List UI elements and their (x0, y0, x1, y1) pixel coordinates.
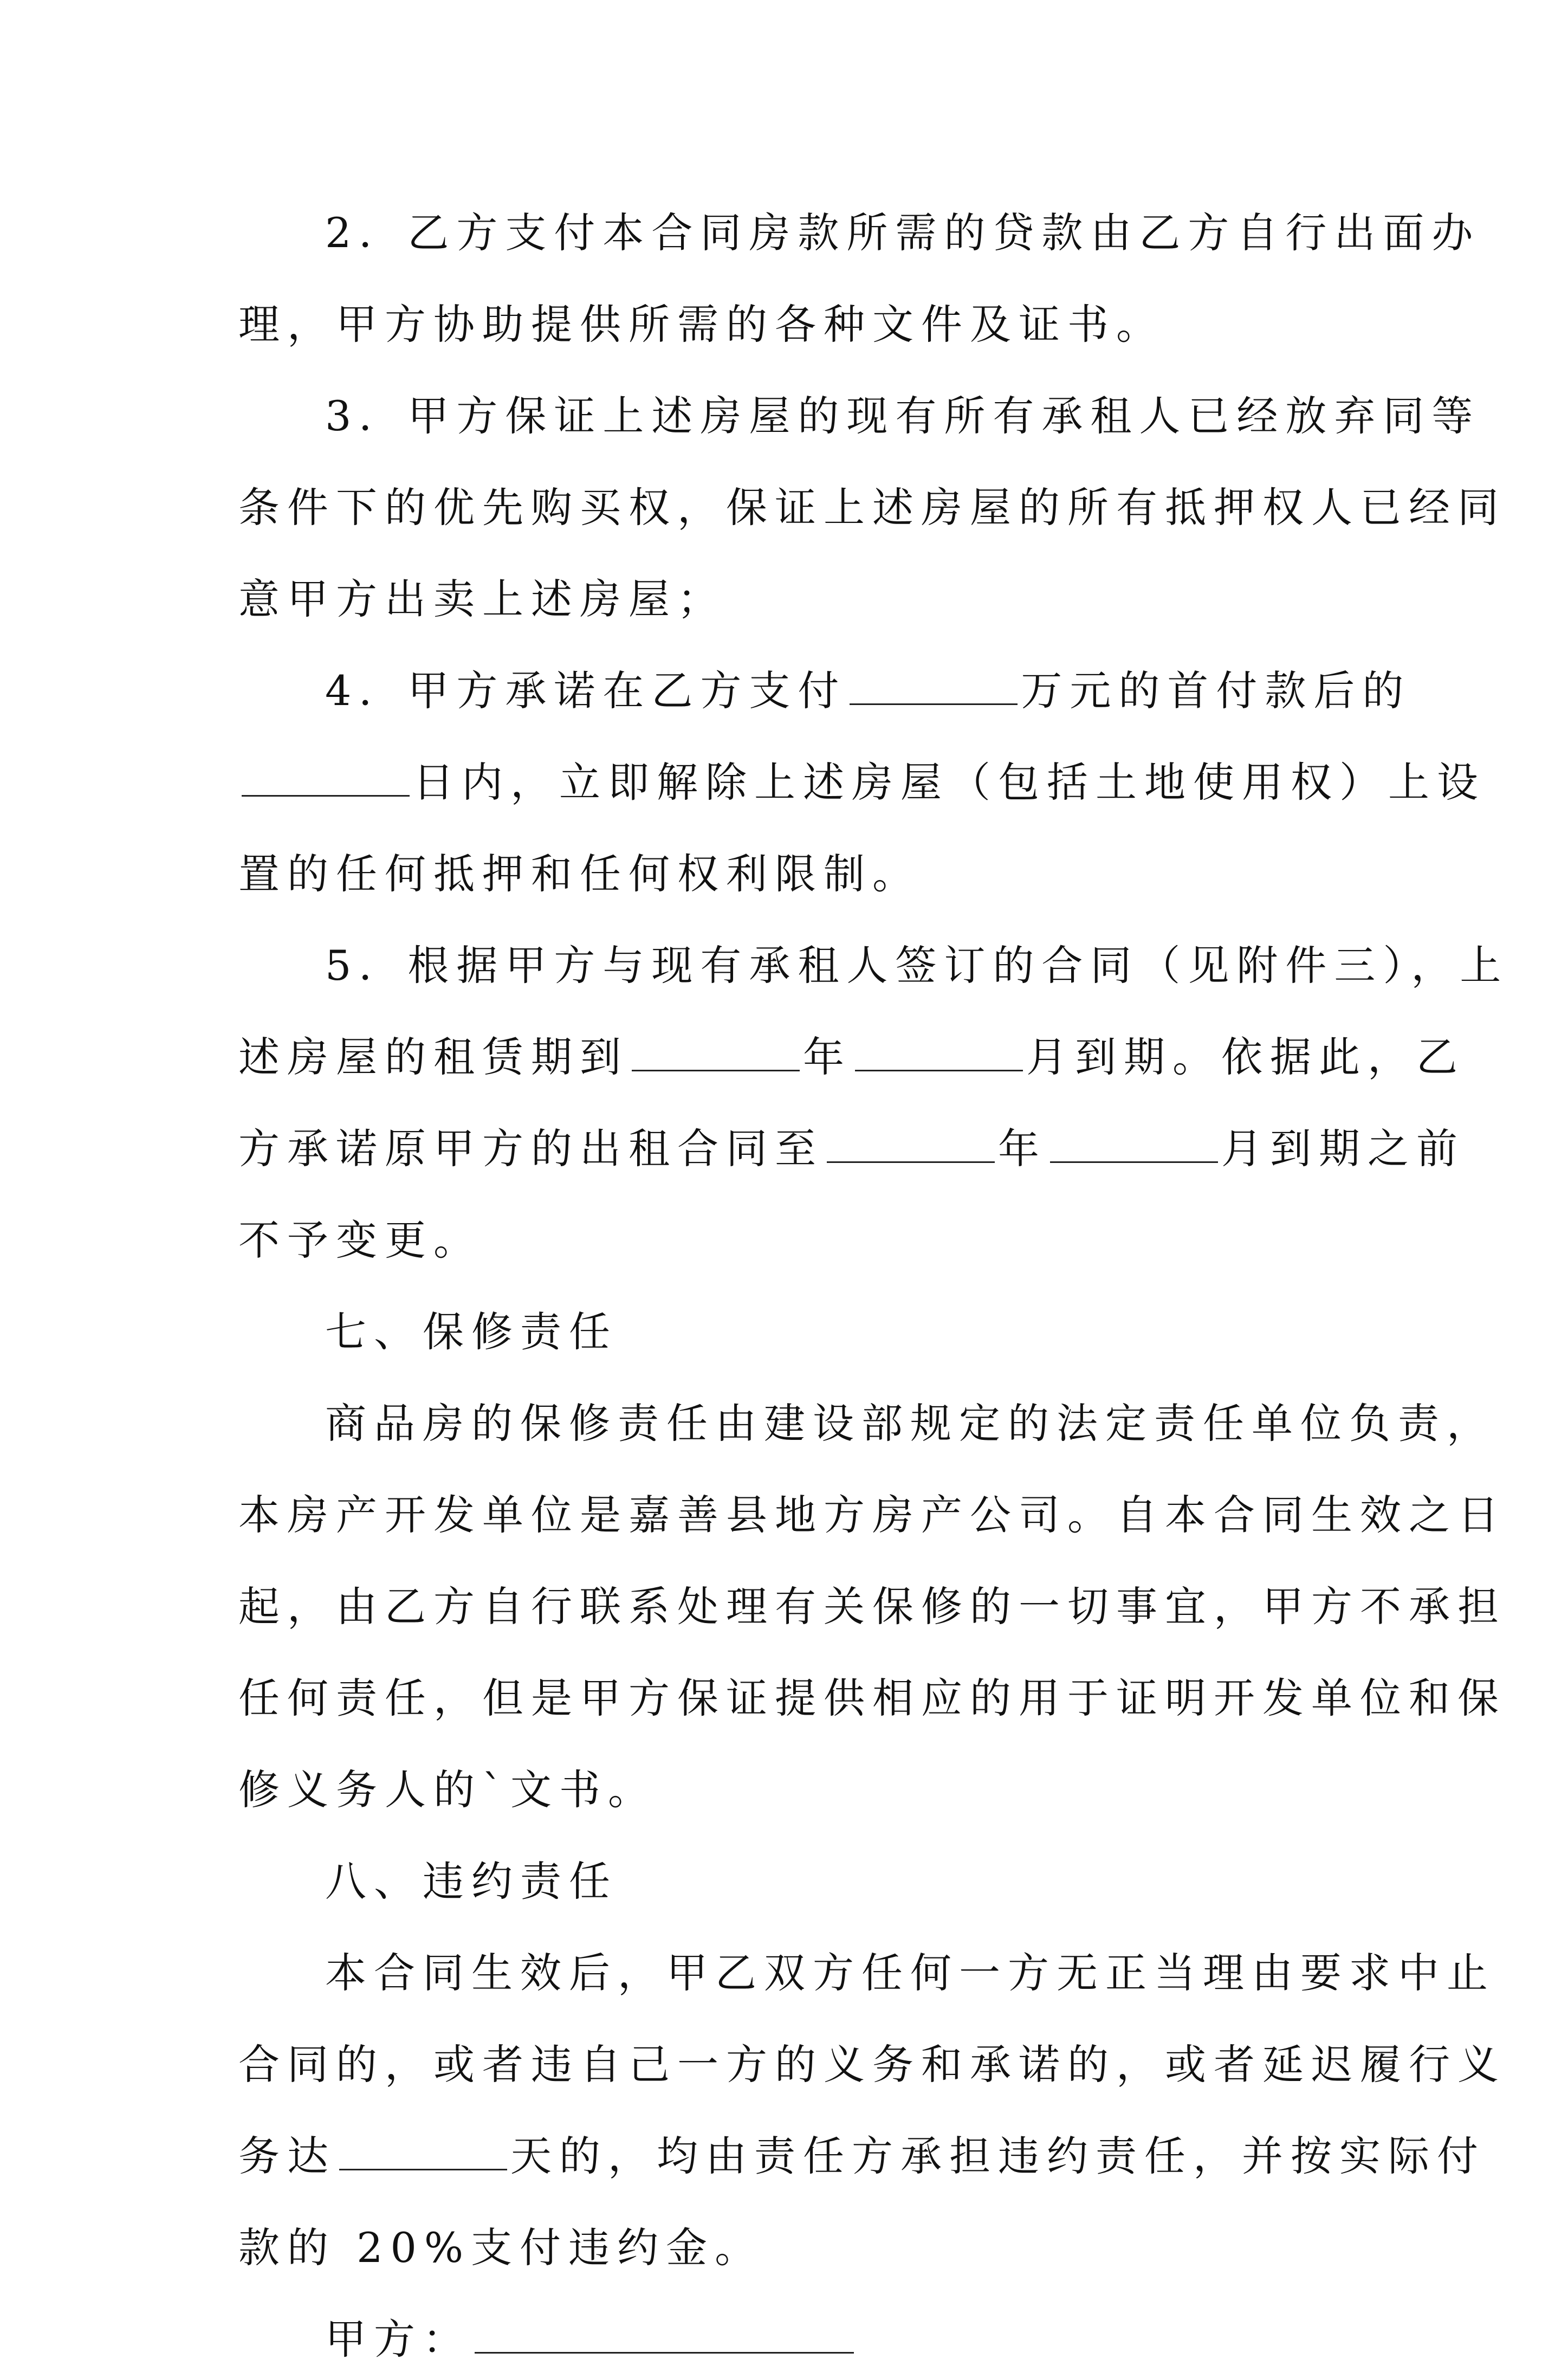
text-line (238, 2124, 1486, 2189)
text-segment: 3．甲方保证上述房屋的现有所有承租人已经放弃同等 (325, 392, 1481, 440)
text-segment: 2．乙方支付本合同房款所需的贷款由乙方自行出面办 (325, 209, 1481, 257)
text-line (325, 1941, 1495, 2006)
text-segment: 修义务人的`文书。 (238, 1766, 657, 1814)
text-segment: 4．甲方承诺在乙方支付 (325, 667, 847, 715)
text-line (238, 1666, 1506, 1731)
text-line (238, 1757, 657, 1822)
text-line (238, 1025, 1465, 1090)
text-segment: 八、违约责任 (325, 1857, 618, 1905)
text-line (238, 2215, 763, 2280)
text-segment: 万元的首付款后的 (1021, 667, 1411, 715)
text-segment: 天的，均由责任方承担违约责任，并按实际付 (510, 2132, 1486, 2180)
fill-in-blank[interactable] (827, 1122, 995, 1163)
fill-in-blank[interactable] (339, 2130, 507, 2170)
text-segment: 置的任何抵押和任何权利限制。 (238, 850, 921, 898)
text-line (325, 384, 1480, 449)
text-line (238, 1574, 1506, 1639)
text-segment: 年 (803, 1033, 852, 1081)
text-line (238, 1483, 1506, 1548)
text-segment: 方承诺原甲方的出租合同至 (238, 1124, 824, 1173)
fill-in-blank[interactable] (475, 2313, 854, 2354)
text-segment: 日内，立即解除上述房屋（包括土地使用权）上设 (413, 758, 1486, 806)
fill-in-blank[interactable] (855, 1031, 1023, 1071)
text-line (325, 1391, 1495, 1456)
text-line (325, 1849, 618, 1914)
text-segment: 意甲方出卖上述房屋； (238, 575, 726, 623)
text-segment: 务达 (238, 2132, 336, 2180)
text-line (238, 2032, 1506, 2097)
text-line (238, 1116, 1465, 1181)
text-line (238, 1208, 482, 1273)
text-segment: 款的 20%支付违约金。 (238, 2224, 764, 2272)
text-segment: 起，由乙方自行联系处理有关保修的一切事宜，甲方不承担 (238, 1582, 1506, 1631)
text-segment: 合同的，或者违自己一方的义务和承诺的，或者延迟履行义 (238, 2040, 1506, 2089)
text-segment: 任何责任，但是甲方保证提供相应的用于证明开发单位和保 (238, 1674, 1506, 1722)
text-line (238, 842, 921, 907)
text-segment: 条件下的优先购买权，保证上述房屋的所有抵押权人已经同 (238, 483, 1506, 532)
text-segment: 甲方： (325, 2315, 471, 2363)
text-segment: 述房屋的租赁期到 (238, 1033, 629, 1081)
text-segment: 5．根据甲方与现有承租人签订的合同（见附件三），上 (325, 941, 1509, 990)
fill-in-blank[interactable] (632, 1031, 800, 1071)
text-line (325, 658, 1411, 723)
text-segment: 理，甲方协助提供所需的各种文件及证书。 (238, 300, 1165, 348)
text-line (238, 567, 726, 632)
text-segment: 年 (998, 1124, 1047, 1173)
text-line (325, 2307, 857, 2372)
text-line (238, 750, 1486, 815)
text-segment: 月到期。依据此，乙 (1026, 1033, 1465, 1081)
fill-in-blank[interactable] (1050, 1122, 1218, 1163)
text-line (325, 201, 1480, 266)
text-line (325, 1300, 618, 1365)
text-segment: 月到期之前 (1221, 1124, 1465, 1173)
fill-in-blank[interactable] (242, 756, 410, 797)
text-line (238, 292, 1165, 357)
text-line (325, 933, 1508, 998)
text-line (238, 475, 1506, 540)
text-segment: 不予变更。 (238, 1216, 482, 1264)
text-segment: 本合同生效后，甲乙双方任何一方无正当理由要求中止 (325, 1949, 1495, 1997)
text-segment: 商品房的保修责任由建设部规定的法定责任单位负责， (325, 1399, 1495, 1447)
text-segment: 七、保修责任 (325, 1308, 618, 1356)
fill-in-blank[interactable] (850, 664, 1018, 705)
text-segment: 本房产开发单位是嘉善县地方房产公司。自本合同生效之日 (238, 1491, 1506, 1539)
